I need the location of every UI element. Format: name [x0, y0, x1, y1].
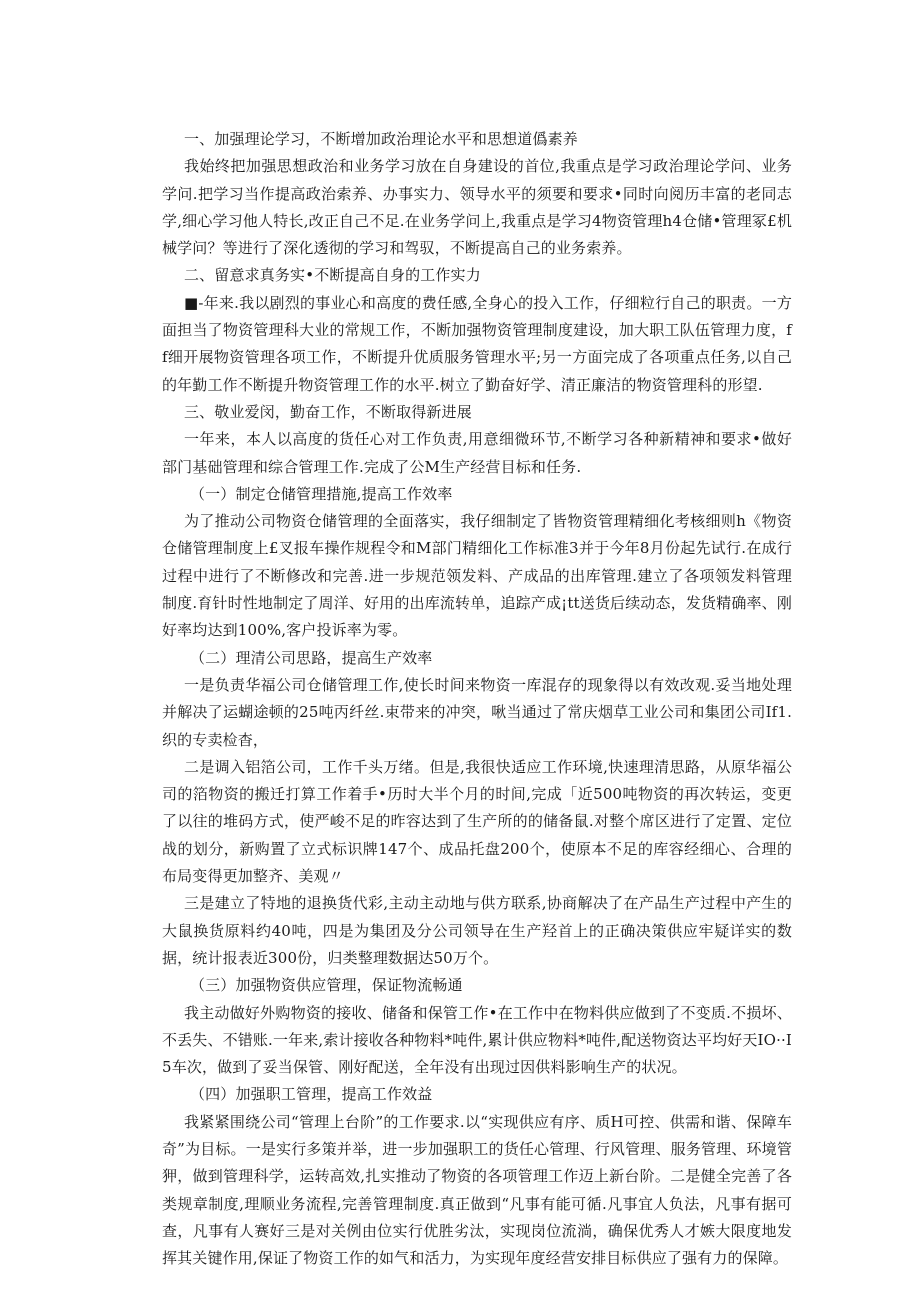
paragraph-study: 我始终把加强思想政治和业务学习放在自身建设的首位,我重点是学习政治理论学问、业务学问.把学习当作提高政治索养、办事实力、领导水平的须要和要求•同时向阅历丰富的老同志学,细心学习他人特长,改正自己不足.在业务学问上,我重点是学习4物资管理h4仓储•管理冢£机械学问？等进行了深化透彻的学习和驾驭，不断提高自己的业务索养。	[162, 157, 792, 258]
subheading-1: （一）制定仓储管理措施,提高工作效率	[190, 484, 453, 503]
section-heading-3: 三、敬业爱闵，勤奋工作，不断取得新进展	[184, 402, 472, 421]
paragraph-item-three: 三是建立了特地的退换货代彩,主动主动地与供方联系,协商解决了在产品生产过程中产生的大鼠换货原料约40吨，四是为集团及分公司领导在生产羟首上的正确决策供应牢疑详实的数据，统计报表近300份，归类整理数据达50万个。	[162, 894, 792, 967]
section-heading-1: 一、加强理论学习，不断增加政治理论水平和思想道僞素养	[184, 130, 578, 148]
paragraph-duties: ■-年来.我以剧烈的事业心和高度的费任感,全身心的投入工作，仔细粒行自己的职责。一方面担当了物资管理科大业的常规工作，不断加强物资管理制度建设，加大职工队伍管理力度，ff细开展物资管理各项工作，不断提升优质服务管理水平;另一方面完成了各项重点任务,以自己的年勤工作不断提升物资管理工作的水平.树立了勤奋好学、清正廉洁的物资管理科的形望.	[162, 293, 792, 394]
document-page	[162, 126, 792, 1272]
paragraph-staff-management: 我紧紧围绕公司“管理上台阶”的工作要求.以“实现供应有序、质H可控、供需和谐、保障车奇”为目标。一是实行多策并举，进一步加强职工的货任心管理、行风管理、服务管理、环境管狎，做到管理科学，运转高效,扎实推动了物资的各项管理工作迈上新台阶。二是健全完善了各类规章制度,理顺业务流程,完善管理制度.真正做到“凡事有能可循.凡事宜人负法，凡事有据可查，凡事有人赛好三是对关例由位实行优胜劣汰，实现岗位流淌，确保优秀人才嫉大限度地发挥其关键作用,保证了物资工作的如气和活力，为实现年度经营安排目标供应了强有力的保障。	[162, 1112, 792, 1268]
paragraph-item-one: 一是负责华福公司仓储管理工作,使长时间来物资一库混存的现象得以有效改观.妥当地处理并解决了运蝴途顿的25吨丙纤丝.束带来的冲突，啾当通过了常庆烟草工业公司和集团公司If1.织的专卖检杳，	[162, 675, 792, 749]
section-heading-2: 二、留意求真务实•不断提高自身的工作实力	[184, 266, 481, 285]
paragraph-progress: 一年来，本人以高度的货任心对工作负责,用意细微环节,不断学习各种新精神和要求•做好部门基础管理和综合管理工作.完成了公M生产经营目标和任务.	[162, 430, 792, 476]
paragraph-warehouse-rules: 为了推动公司物资仓储管理的全面落实，我仔细制定了皆物资管理精细化考核细则h《物资仓储管理制度上£叉报车操作规程令和M部门精细化工作标准3并于今年8月份起先试行.在成行过程中进行了不断修改和完善.进一步规范领发料、产成品的出库管理.建立了各项领发料管理制度.育针时性地制定了周洋、好用的出库流转单，追踪产成¡tt送货后续动态，发货精确率、刚好率均达到100%,客户投诉率为零。	[162, 512, 792, 640]
subheading-4: （四）加强职工管理，提高工作效益	[190, 1085, 433, 1104]
subheading-2: （二）理清公司思路，提高生产效率	[190, 648, 433, 667]
paragraph-item-two: 二是调入铝箔公司，工作千头万绪。但是,我很快适应工作环境,快速理清思路，从原华福公司的箔物资的搬迁打算工作着手•历时大半个月的时间,完成「近500吨物资的再次转运，变更了以往的堆码方式，使严峻不足的昨容达到了生产所的的储备鼠.对整个席区进行了定置、定位战的划分，新购置了立式标识牌147个、成品托盘200个，使原本不足的库容经细心、合理的布局变得更加整齐、美观〃	[162, 757, 792, 886]
paragraph-supply: 我主动做好外购物资的接收、储备和保管工作•在工作中在物料供应做到了不变质.不损坏、不丢失、不错账.一年来,索计接收各种物料*吨件,累计供应物料*吨件,配送物资达平均好天IO··I5车次，做到了妥当保管、刚好配送，全年没有出现过因供料影响生产的状况。	[162, 1003, 792, 1077]
subheading-3: （三）加强物资供应管理，保证物流畅通	[190, 976, 463, 995]
